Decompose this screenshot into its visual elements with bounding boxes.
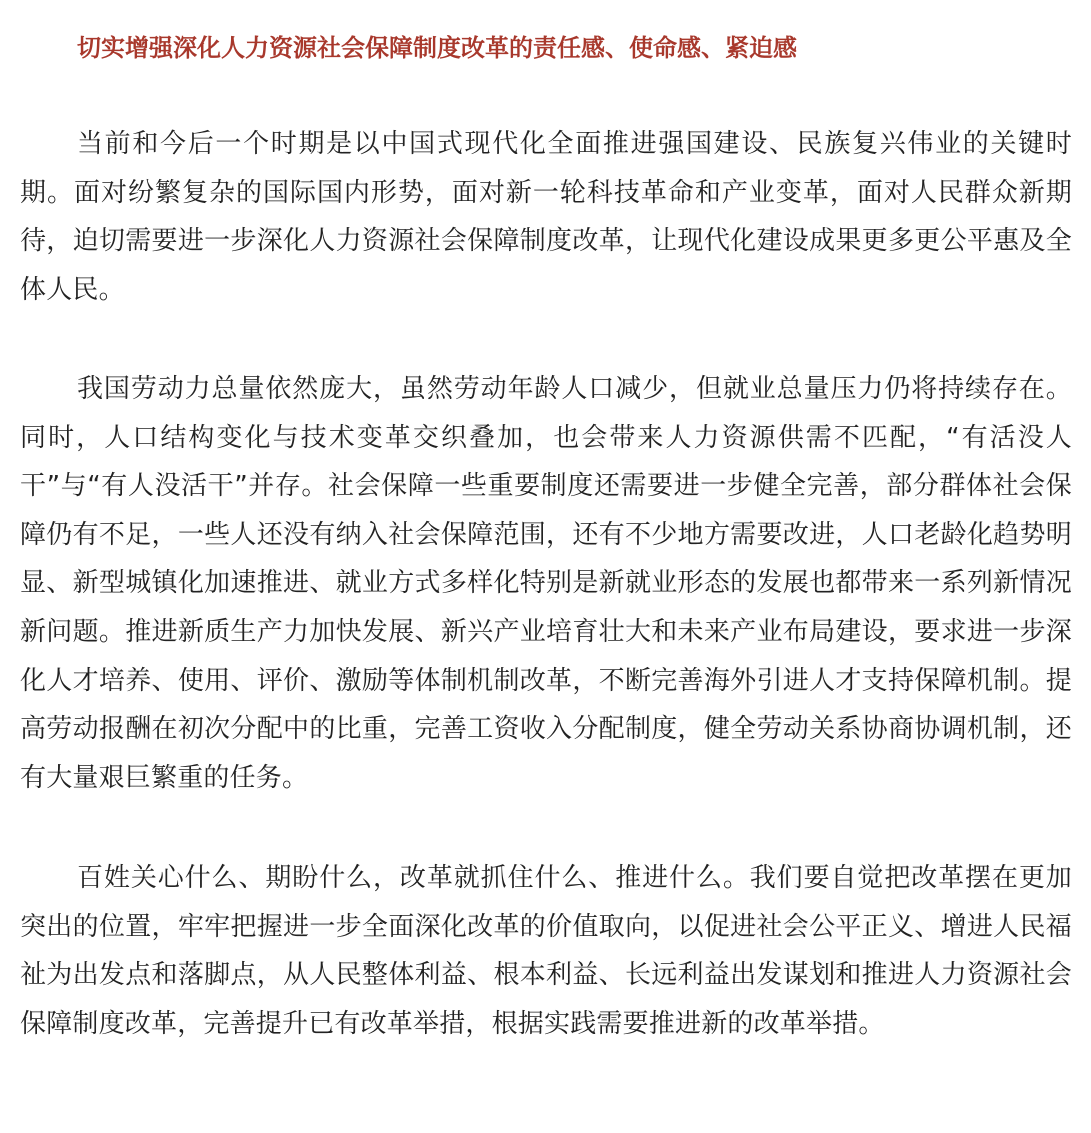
- paragraph-1: 当前和今后一个时期是以中国式现代化全面推进强国建设、民族复兴伟业的关键时期。面对纷繁复杂的国际国内形势，面对新一轮科技革命和产业变革，面对人民群众新期待，迫切需要进一步深化人力资源社会保障制度改革，让现代化建设成果更多更公平惠及全体人民。: [20, 129, 1072, 305]
- section-title: 切实增强深化人力资源社会保障制度改革的责任感、使命感、紧迫感: [77, 34, 797, 62]
- paragraph-2: 我国劳动力总量依然庞大，虽然劳动年龄人口减少，但就业总量压力仍将持续存在。同时，人口结构变化与技术变革交织叠加，也会带来人力资源供需不匹配，“有活没人干”与“有人没活干”并存。社会保障一些重要制度还需要进一步健全完善，部分群体社会保障仍有不足，一些人还没有纳入社会保障范围，还有不少地方需要改进，人口老龄化趋势明显、新型城镇化加速推进、就业方式多样化特别是新就业形态的发展也都带来一系列新情况新问题。推进新质生产力加快发展、新兴产业培育壮大和未来产业布局建设，要求进一步深化人才培养、使用、评价、激励等体制机制改革，不断完善海外引进人才支持保障机制。提高劳动报酬在初次分配中的比重，完善工资收入分配制度，健全劳动关系协商协调机制，还有大量艰巨繁重的任务。: [20, 374, 1072, 793]
- paragraph-3: 百姓关心什么、期盼什么，改革就抓住什么、推进什么。我们要自觉把改革摆在更加突出的位置，牢牢把握进一步全面深化改革的价值取向，以促进社会公平正义、增进人民福祉为出发点和落脚点，从人民整体利益、根本利益、长远利益出发谋划和推进人力资源社会保障制度改革，完善提升已有改革举措，根据实践需要推进新的改革举措。: [20, 863, 1072, 1039]
